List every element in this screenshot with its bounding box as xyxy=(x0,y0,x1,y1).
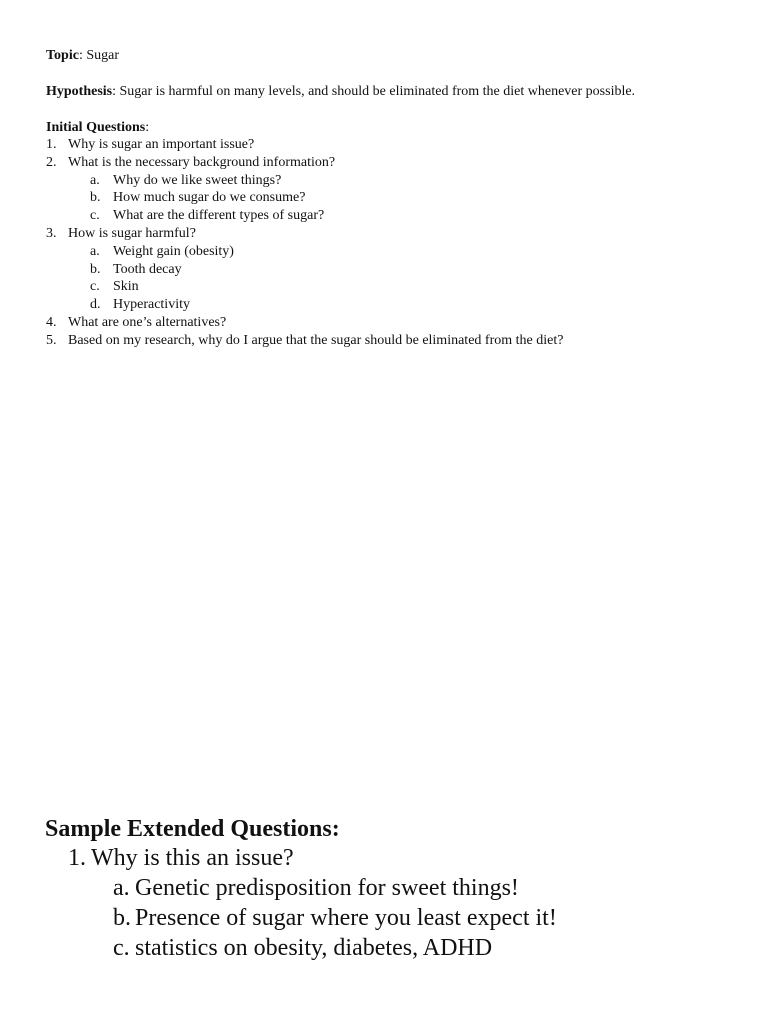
list-subitem-text: statistics on obesity, diabetes, ADHD xyxy=(135,935,493,961)
list-item-text: What are one’s alternatives? xyxy=(68,314,227,330)
list-item-text: Why is sugar an important issue? xyxy=(68,137,255,152)
list-marker: 2. xyxy=(46,154,57,170)
initial-questions-heading xyxy=(46,119,149,137)
list-marker: a. xyxy=(90,243,100,259)
list-item-text: How is sugar harmful? xyxy=(68,225,196,241)
list-marker: b. xyxy=(90,190,101,206)
list-marker: b. xyxy=(113,905,131,931)
hypothesis-value: Sugar is harmful on many levels, and should be eliminated from the diet whenever possible. xyxy=(119,84,636,99)
list-marker: c. xyxy=(90,279,100,295)
list-subitem-text: Hyperactivity xyxy=(113,297,190,313)
list-marker: 3. xyxy=(46,225,57,241)
list-subitem-text: Why do we like sweet things? xyxy=(113,172,282,188)
list-item-text: Why is this an issue? xyxy=(91,845,294,871)
list-item-text: What is the necessary background information? xyxy=(68,154,336,170)
list-subitem-text: Skin xyxy=(113,279,139,295)
list-subitem-text: Tooth decay xyxy=(113,261,182,277)
hypothesis-label: Hypothesis xyxy=(46,84,113,99)
list-marker: 1. xyxy=(68,845,86,871)
list-subitem-text: Presence of sugar where you least expect it! xyxy=(135,905,557,931)
list-subitem-text: Genetic predisposition for sweet things! xyxy=(135,875,519,901)
topic-value: Sugar xyxy=(86,48,120,63)
topic-label: Topic xyxy=(46,48,79,63)
list-marker: b. xyxy=(90,261,101,277)
topic-separator: : xyxy=(78,48,87,63)
initial-questions-label: Initial Questions xyxy=(46,120,146,135)
extended-questions-heading: Sample Extended Questions: xyxy=(45,816,340,842)
list-subitem-text: How much sugar do we consume? xyxy=(113,190,306,206)
list-marker: 1. xyxy=(46,137,57,152)
initial-questions-colon: : xyxy=(145,120,150,135)
list-marker: c. xyxy=(90,208,100,224)
list-marker: 5. xyxy=(46,332,57,348)
list-marker: c. xyxy=(113,935,130,961)
hypothesis-line xyxy=(46,83,746,101)
list-marker: 4. xyxy=(46,314,57,330)
list-subitem-text: What are the different types of sugar? xyxy=(113,208,325,224)
list-marker: d. xyxy=(90,297,101,313)
topic-line xyxy=(46,47,119,65)
list-item-text: Based on my research, why do I argue that the sugar should be eliminated from the diet? xyxy=(68,332,564,348)
hypothesis-separator: : xyxy=(112,84,120,99)
list-marker: a. xyxy=(113,875,130,901)
list-marker: a. xyxy=(90,172,100,188)
list-subitem-text: Weight gain (obesity) xyxy=(113,243,234,259)
